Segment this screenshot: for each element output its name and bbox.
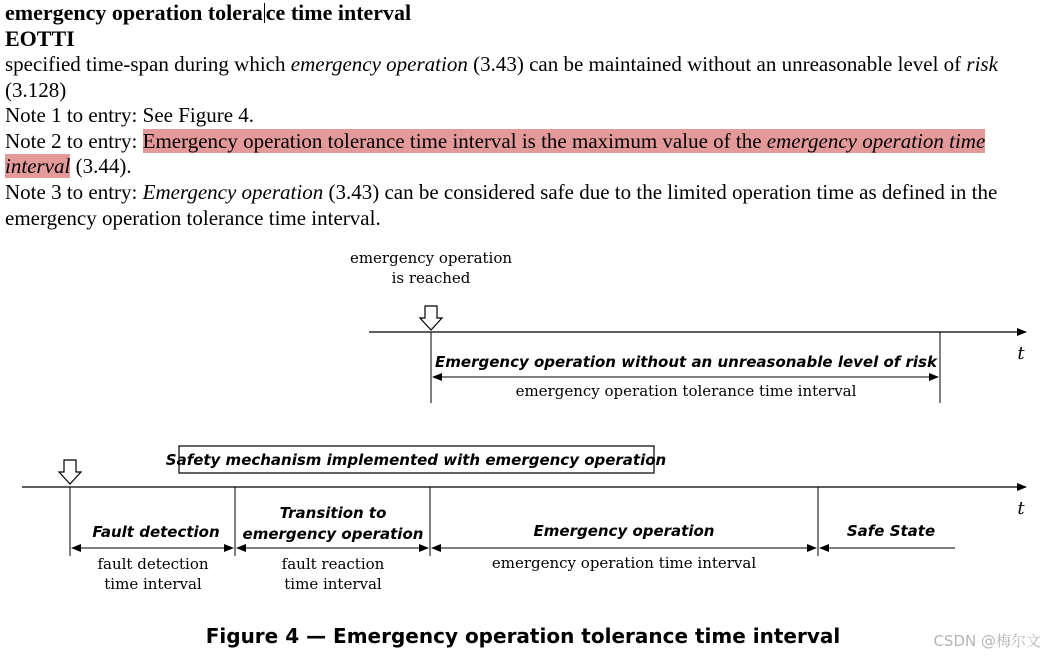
note-2-prefix: Note 2 to entry: [5,128,143,153]
event-arrow-top [420,306,442,330]
definition-italic-2: risk [966,52,998,76]
note-2-highlight-text: Emergency operation tolerance time interval is the maximum value of the [142,128,767,153]
interval-fault-detection-line1: fault detection [97,555,209,573]
note-1: Note 1 to entry: See Figure 4. [5,103,255,128]
definition-text-3: (3.128) [5,77,67,102]
safety-mechanism-label: Safety mechanism implemented with emergency operation [165,451,667,469]
phase-transition-line2: emergency operation [242,525,424,543]
interval-fault-reaction-line2: time interval [284,575,382,593]
phase-emergency-operation: Emergency operation [533,522,715,540]
phase-fault-detection: Fault detection [92,523,220,541]
bottom-axis-label: t [1017,498,1025,519]
definition-text-1: specified time-span during which [5,52,291,76]
phase-safe-state: Safe State [846,522,936,540]
figure-caption: Figure 4 — Emergency operation tolerance time interval [205,624,841,648]
event-label-line2: is reached [391,269,471,287]
interval-fault-reaction-line1: fault reaction [281,555,385,573]
phase-transition-line1: Transition to [279,504,387,522]
top-interval-label: emergency operation tolerance time interval [515,382,857,400]
note-3-italic: Emergency operation [142,179,324,204]
note-2-suffix: (3.44). [70,154,132,179]
definition-italic-1: emergency operation [290,52,468,76]
note-2-highlight-italic: emergency operation time interval [5,128,986,179]
note-3-rest: (3.43) can be considered safe due to the limited operation time as defined in the emergency operation tolerance time interval. [5,179,998,230]
definition-text-2: (3.43) can be maintained without an unreasonable level of [467,52,967,76]
interval-emergency-operation: emergency operation time interval [491,554,757,572]
event-label-line1: emergency operation [349,249,513,267]
note-3-prefix: Note 3 to entry: [5,179,143,204]
watermark: CSDN @梅尔文 [933,632,1041,650]
term-heading-part2: ce time interval [265,0,412,25]
interval-fault-detection-line2: time interval [104,575,202,593]
event-arrow-bottom [59,460,81,484]
top-axis-label: t [1017,343,1025,364]
top-phase-label: Emergency operation without an unreasonable level of risk [435,353,937,371]
term-abbreviation: EOTTI [5,26,75,51]
term-heading-part1: emergency operation tolera [5,0,263,25]
